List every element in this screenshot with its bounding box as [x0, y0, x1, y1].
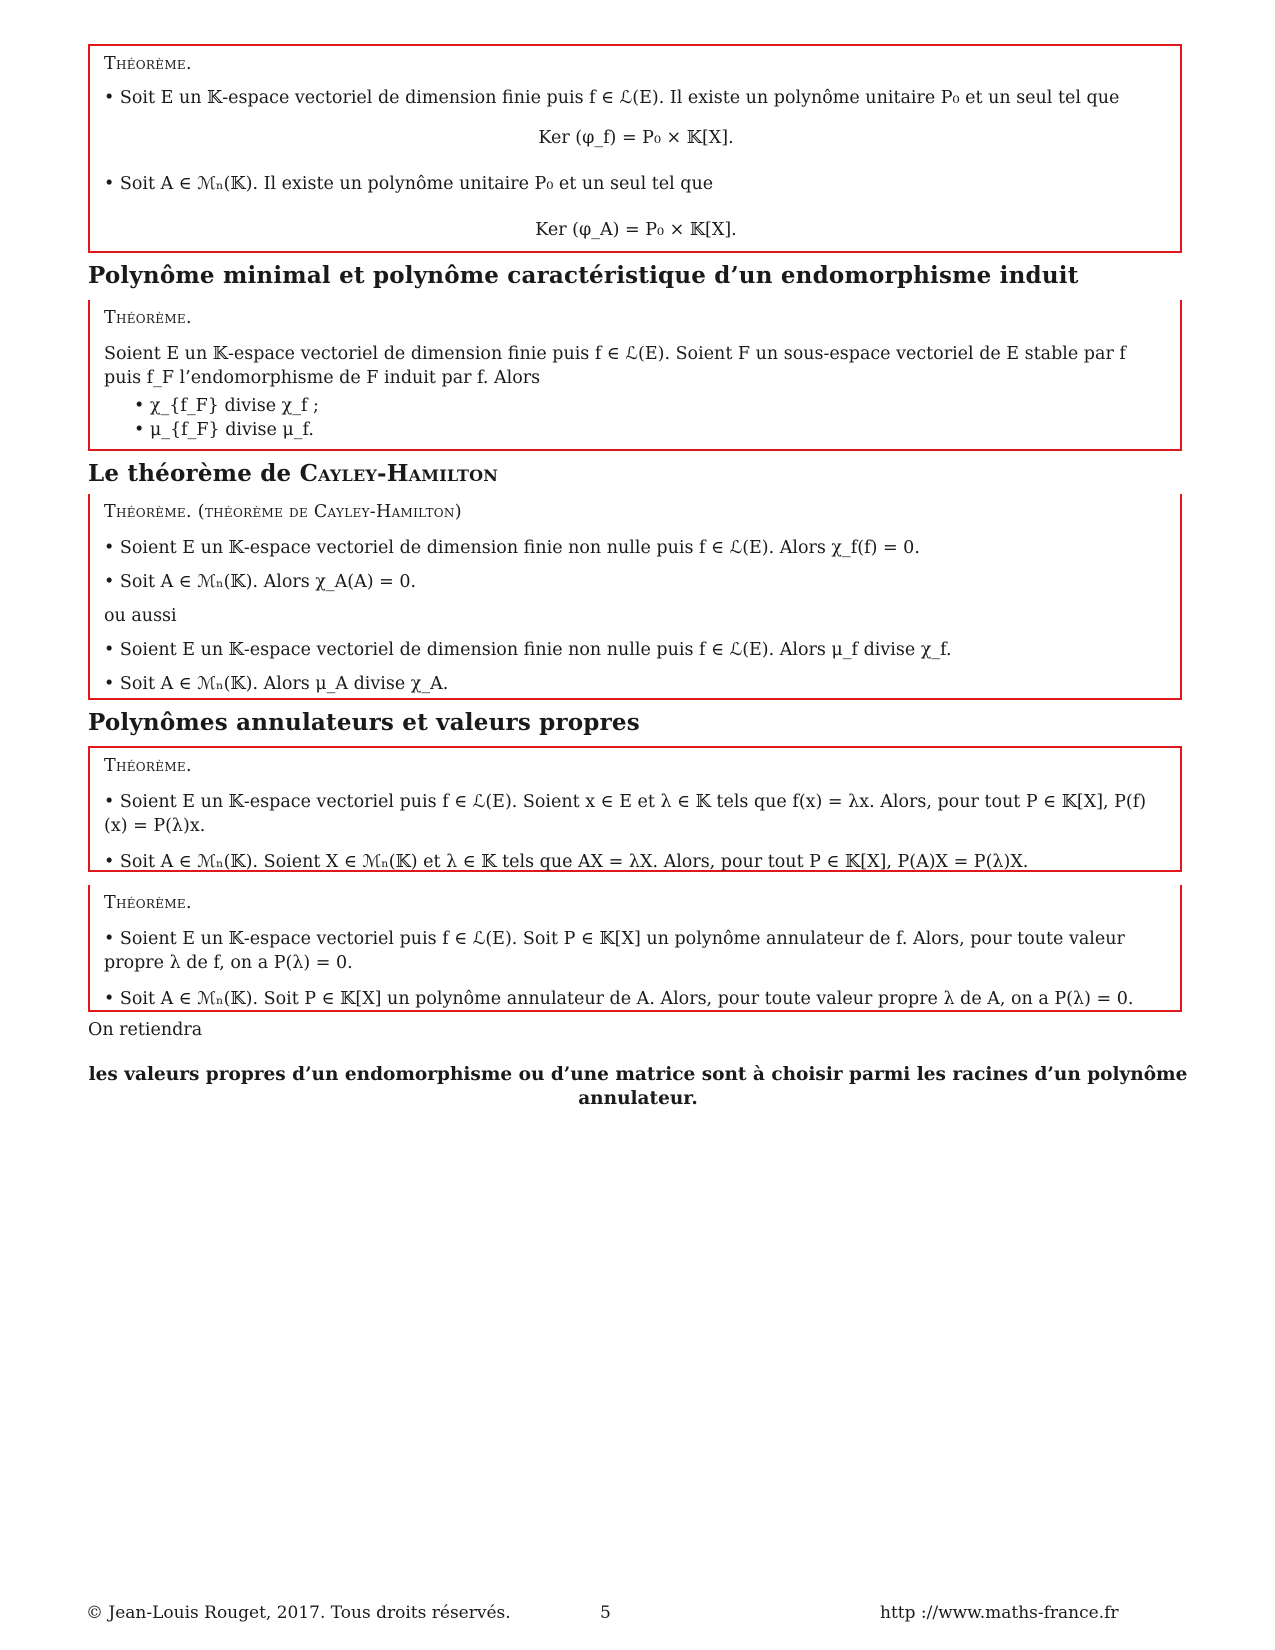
divisibility-list — [134, 394, 1168, 442]
formula-kernel-f: Ker (φ_f) = P₀ × 𝕂[X]. — [538, 128, 734, 148]
theorem-label: Théorème. — [104, 308, 192, 328]
section-heading-induced-endomorphism: Polynôme minimal et polynôme caractéristique d’un endomorphisme induit — [88, 262, 1079, 289]
theorem-item: • Soit A ∈ ℳₙ(𝕂). Alors χ_A(A) = 0. — [104, 572, 417, 592]
heading-prefix: Le théorème de — [88, 460, 300, 487]
theorem-box-eigen-roots — [88, 885, 1182, 1012]
theorem-item: • Soient E un 𝕂-espace vectoriel de dimension finie non nulle puis f ∈ ℒ(E). Alors μ_f divise χ_f. — [104, 640, 952, 660]
heading-name: Cayley-Hamilton — [299, 460, 499, 487]
section-heading-cayley-hamilton — [88, 460, 498, 487]
list-item: • μ_{f_F} divise μ_f. — [134, 420, 314, 440]
theorem-item: • Soient E un 𝕂-espace vectoriel puis f ∈ ℒ(E). Soient x ∈ E et λ ∈ 𝕂 tels que f(x) = λx. Alors, pour tout P ∈ 𝕂[X], P(f)(x) = P(λ)x. — [104, 792, 1147, 836]
formula-kernel-a: Ker (φ_A) = P₀ × 𝕂[X]. — [535, 220, 737, 240]
footer-page-number: 5 — [600, 1603, 611, 1623]
retenir-text: On retiendra — [88, 1020, 203, 1040]
theorem-label: Théorème. — [104, 54, 192, 74]
theorem-title — [104, 500, 1168, 524]
theorem-item-matrix: • Soit A ∈ ℳₙ(𝕂). Il existe un polynôme unitaire P₀ et un seul tel que — [104, 174, 714, 194]
theorem-label: Théorème. — [104, 893, 192, 913]
section-heading-annihilating-polynomials: Polynômes annulateurs et valeurs propres — [88, 709, 640, 736]
theorem-item-endomorphism: • Soit E un 𝕂-espace vectoriel de dimension finie puis f ∈ ℒ(E). Il existe un polynôme unitaire P₀ et un seul tel que — [104, 88, 1120, 108]
conclusion-text: les valeurs propres d’un endomorphisme ou d’une matrice sont à choisir parmi les racines d’un polynôme annulateur. — [88, 1064, 1188, 1109]
ou-aussi-text: ou aussi — [104, 606, 177, 626]
theorem-text-induced: Soient E un 𝕂-espace vectoriel de dimension finie puis f ∈ ℒ(E). Soient F un sous-espace vectoriel de E stable par f puis f_F l’endomorphisme de F induit par f. Alors — [104, 344, 1126, 388]
theorem-item: • Soient E un 𝕂-espace vectoriel de dimension finie non nulle puis f ∈ ℒ(E). Alors χ_f(f) = 0. — [104, 538, 920, 558]
theorem-item: • Soit A ∈ ℳₙ(𝕂). Soit P ∈ 𝕂[X] un polynôme annulateur de A. Alors, pour toute valeur propre λ de A, on a P(λ) = 0. — [104, 989, 1134, 1009]
theorem-note: (théorème de Cayley-Hamilton) — [197, 502, 462, 522]
list-item: • χ_{f_F} divise χ_f ; — [134, 396, 319, 416]
theorem-label: Théorème. — [104, 502, 192, 522]
theorem-box-induced — [88, 300, 1182, 451]
theorem-item: • Soient E un 𝕂-espace vectoriel puis f ∈ ℒ(E). Soit P ∈ 𝕂[X] un polynôme annulateur de f. Alors, pour toute valeur propre λ de f, on a P(λ) = 0. — [104, 929, 1125, 973]
theorem-box-eigen-action — [88, 746, 1182, 872]
footer-url[interactable]: http ://www.maths-france.fr — [880, 1603, 1119, 1623]
theorem-item: • Soit A ∈ ℳₙ(𝕂). Soient X ∈ ℳₙ(𝕂) et λ ∈ 𝕂 tels que AX = λX. Alors, pour tout P ∈ 𝕂[X], P(A)X = P(λ)X. — [104, 852, 1029, 872]
footer-copyright: © Jean-Louis Rouget, 2017. Tous droits réservés. — [86, 1603, 511, 1623]
theorem-item: • Soit A ∈ ℳₙ(𝕂). Alors μ_A divise χ_A. — [104, 674, 449, 694]
theorem-label: Théorème. — [104, 756, 192, 776]
theorem-box-cayley-hamilton — [88, 494, 1182, 700]
theorem-box-kernel — [88, 44, 1182, 253]
